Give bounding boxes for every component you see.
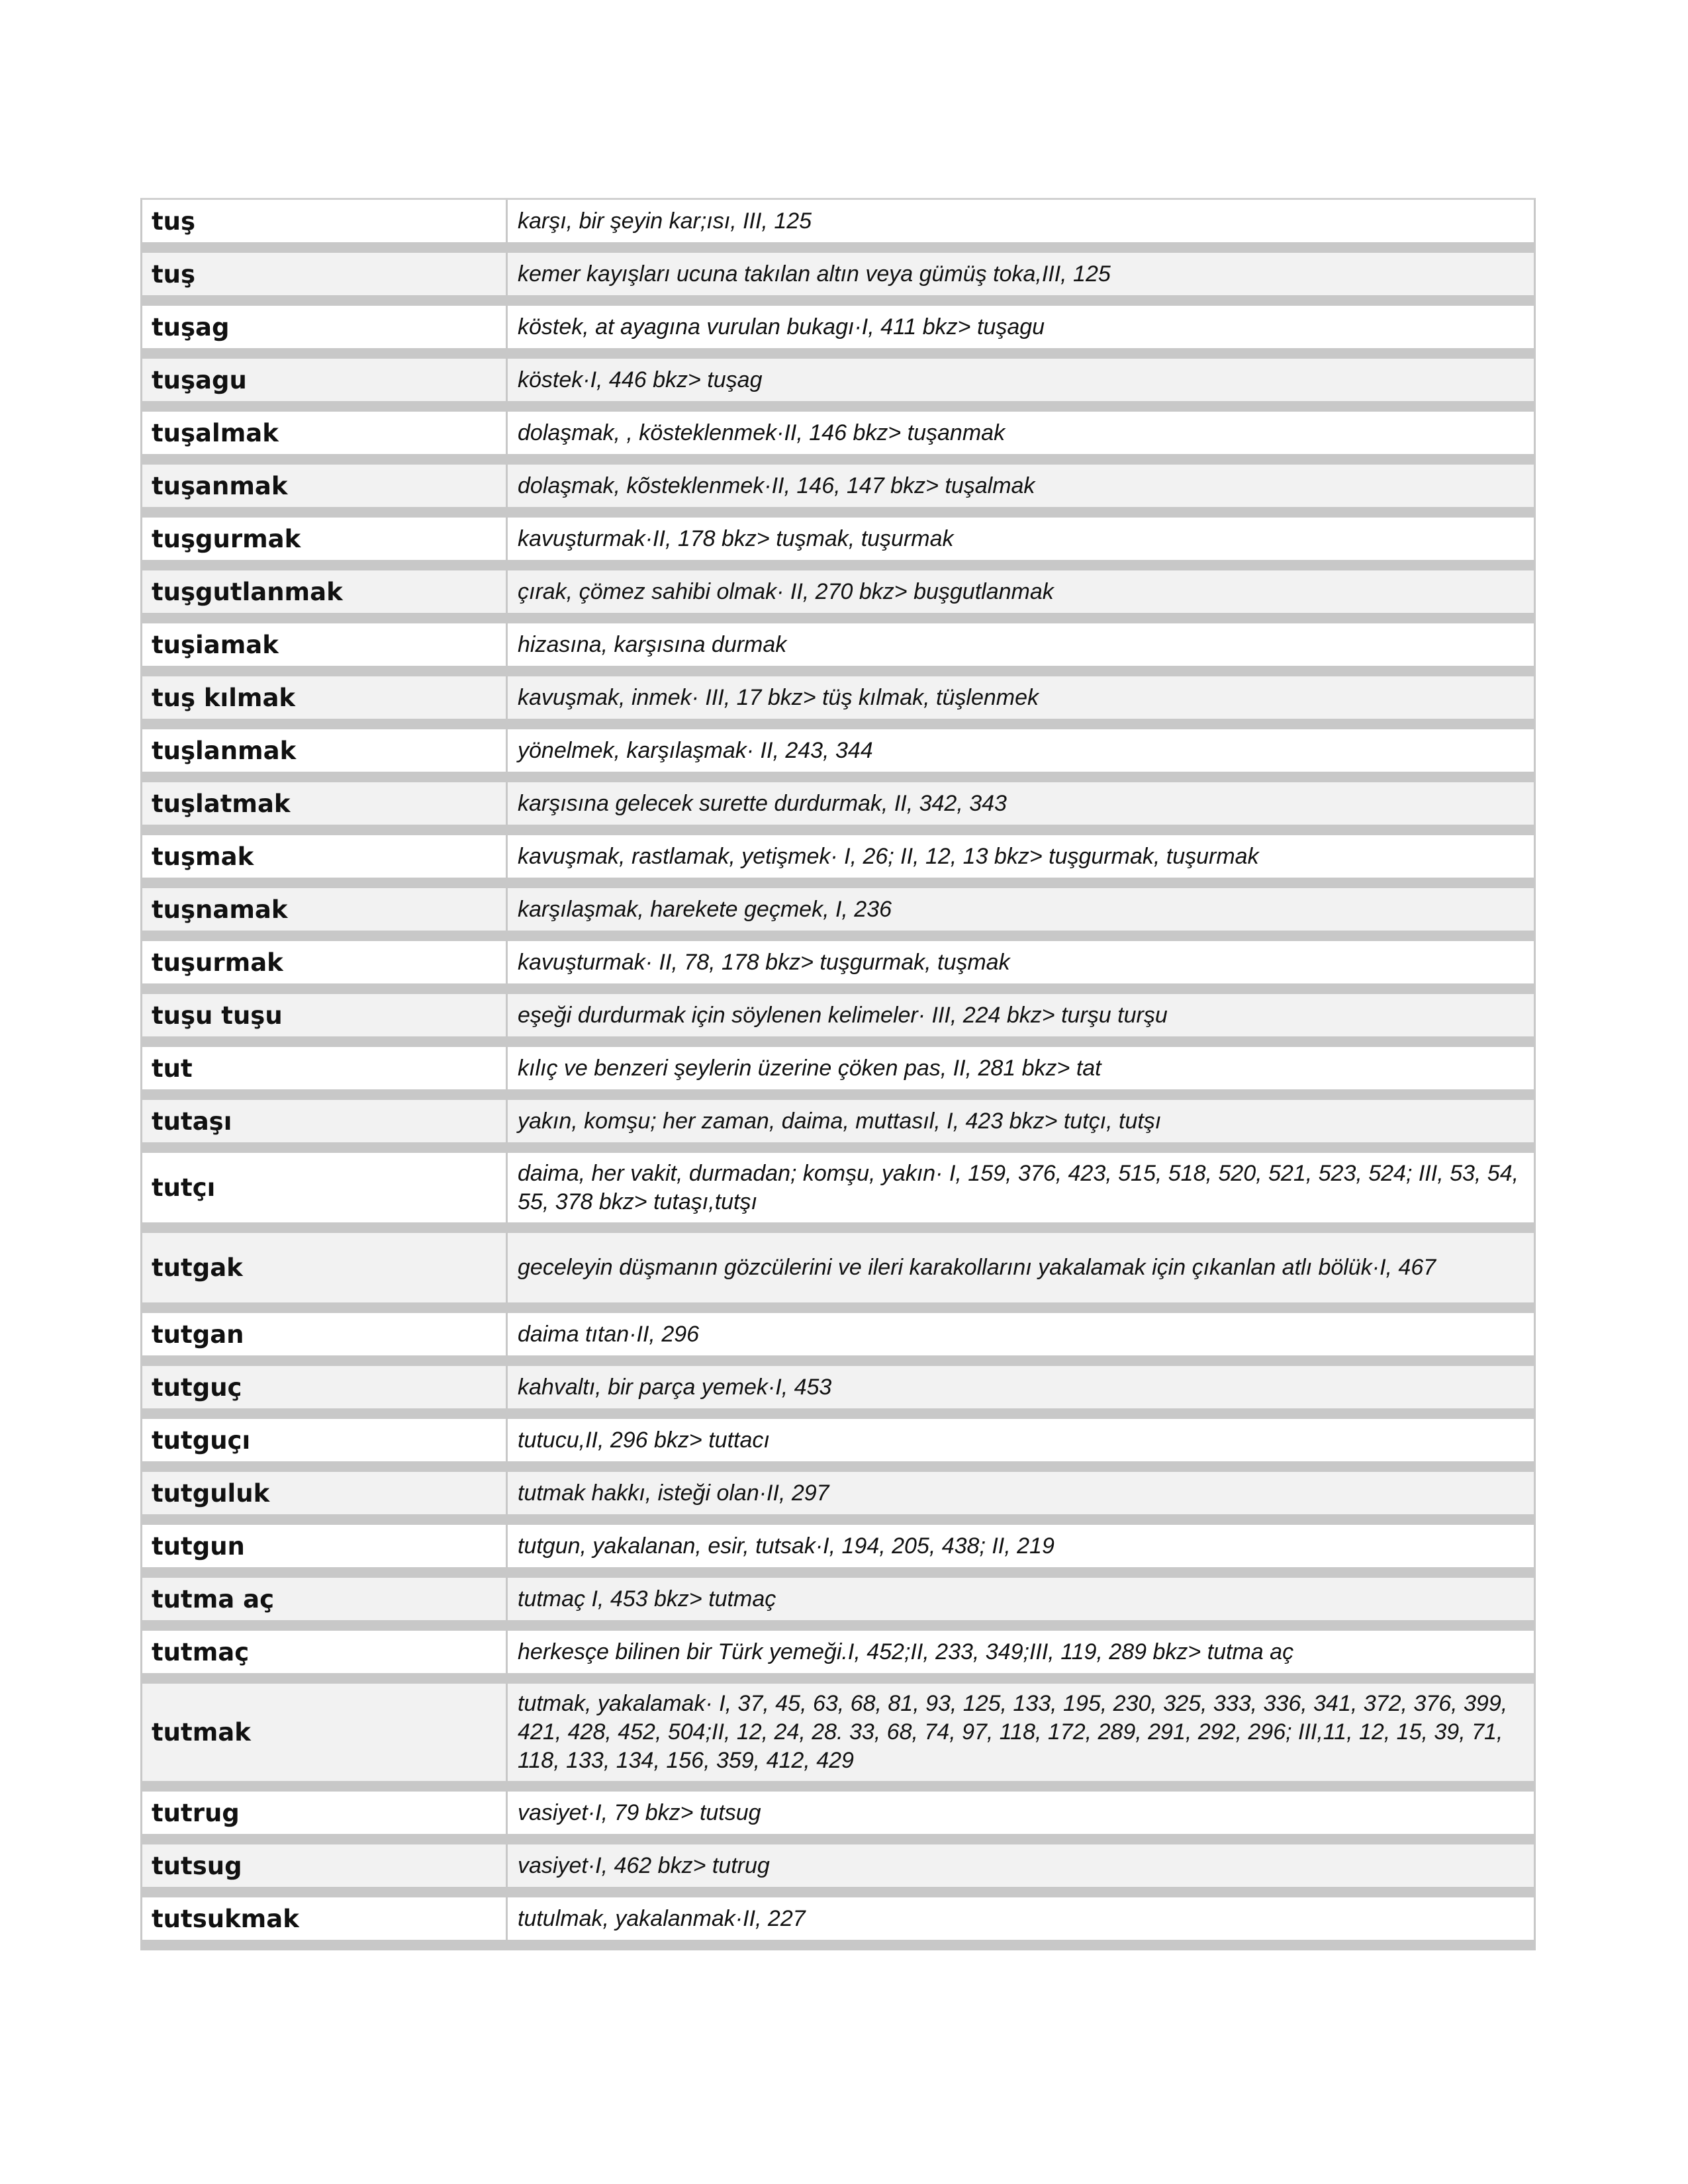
entry-term: tutgun (142, 1525, 508, 1567)
entry-definition: kavuşmak, rastlamak, yetişmek· I, 26; II, 12, 13 bkz> tuşgurmak, tuşurmak (518, 843, 1259, 869)
entry-term: tuşanmak (142, 465, 508, 507)
entry-definition: eşeği durdurmak için söylenen kelimeler· III, 224 bkz> turşu turşu (518, 1002, 1168, 1028)
entry-term: tuşurmak (142, 941, 508, 983)
entry-definition: tutmak, yakalamak· I, 37, 45, 63, 68, 81, 93, 125, 133, 195, 230, 325, 333, 336, 341, 372, 376, 399, 421, 428, 452, 504;II, 12, 24, 28. 33, 68, 74, 97, 118, 172, 289, 291, 292, 296; III,11, 12, 15, 39, 71, 118, 133, 134, 156, 359, 412, 429 (518, 1691, 1508, 1773)
entry-term: tuşag (142, 306, 508, 348)
entry-definition: çırak, çömez sahibi olmak· II, 270 bkz> buşgutlanmak (518, 578, 1054, 604)
entry-term: tuşmak (142, 835, 508, 878)
table-row (142, 1631, 1534, 1684)
table-row (142, 729, 1534, 782)
entry-term: tutrug (142, 1792, 508, 1834)
table-row (142, 676, 1534, 729)
entry-definition: kavuşturmak·II, 178 bkz> tuşmak, tuşurmak (518, 525, 954, 551)
table-row (142, 359, 1534, 412)
entry-definition: tutmak hakkı, isteği olan·II, 297 (518, 1480, 829, 1506)
entry-term: tutgan (142, 1313, 508, 1355)
entry-term: tuşu tuşu (142, 994, 508, 1036)
entry-term: tuş kılmak (142, 676, 508, 719)
table-row (142, 465, 1534, 518)
table-row (142, 253, 1534, 306)
table-row (142, 518, 1534, 570)
entry-definition: herkesçe bilinen bir Türk yemeği.I, 452;II, 233, 349;III, 119, 289 bkz> tutma aç (518, 1639, 1294, 1664)
entry-definition: hizasına, karşısına durmak (518, 631, 787, 657)
entry-definition: karşılaşmak, harekete geçmek, I, 236 (518, 896, 892, 922)
entry-definition: daima tıtan·II, 296 (518, 1321, 700, 1347)
entry-term: tutaşı (142, 1100, 508, 1142)
table-row (142, 782, 1534, 835)
entry-definition: dolaşmak, , kösteklenmek·II, 146 bkz> tuşanmak (518, 420, 1006, 445)
table-row (142, 306, 1534, 359)
table-row (142, 994, 1534, 1047)
entry-term: tut (142, 1047, 508, 1089)
table-row (142, 1366, 1534, 1419)
entry-term: tutma aç (142, 1578, 508, 1620)
entry-definition: geceleyin düşmanın gözcülerini ve ileri karakollarını yakalamak için çıkanlan atlı bölük·I, 467 (518, 1255, 1436, 1280)
entry-term: tuşgutlanmak (142, 570, 508, 613)
entry-definition: kılıç ve benzeri şeylerin üzerine çöken pas, II, 281 bkz> tat (518, 1055, 1102, 1081)
entry-definition: vasiyet·I, 462 bkz> tutrug (518, 1852, 770, 1878)
entry-definition: tutucu,II, 296 bkz> tuttacı (518, 1427, 770, 1453)
entry-term: tuşnamak (142, 888, 508, 931)
entry-term: tuşgurmak (142, 518, 508, 560)
entry-definition: tutgun, yakalanan, esir, tutsak·I, 194, 205, 438; II, 219 (518, 1533, 1055, 1559)
entry-term: tuşlanmak (142, 729, 508, 772)
entry-term: tuş (142, 200, 508, 242)
entry-definition: dolaşmak, kõsteklenmek·II, 146, 147 bkz> tuşalmak (518, 473, 1035, 498)
table-row (142, 1684, 1534, 1792)
entry-term: tutgak (142, 1233, 508, 1302)
entry-term: tutguluk (142, 1472, 508, 1514)
table-row (142, 835, 1534, 888)
entry-term: tutguçı (142, 1419, 508, 1461)
entry-term: tuşlatmak (142, 782, 508, 825)
table-row (142, 1578, 1534, 1631)
table-row (142, 1153, 1534, 1233)
entry-term: tutsug (142, 1844, 508, 1887)
entry-term: tuşagu (142, 359, 508, 401)
table-row (142, 888, 1534, 941)
table-row (142, 623, 1534, 676)
entry-definition: köstek·I, 446 bkz> tuşag (518, 367, 763, 392)
table-row (142, 1313, 1534, 1366)
table-row (142, 941, 1534, 994)
entry-term: tuşalmak (142, 412, 508, 454)
dictionary-table (140, 198, 1536, 1950)
entry-definition: kahvaltı, bir parça yemek·I, 453 (518, 1374, 832, 1400)
entry-definition: tutmaç I, 453 bkz> tutmaç (518, 1586, 776, 1612)
entry-term: tutmaç (142, 1631, 508, 1673)
table-row (142, 1047, 1534, 1100)
table-row (142, 570, 1534, 623)
entry-term: tutguç (142, 1366, 508, 1408)
table-row (142, 1792, 1534, 1844)
entry-definition: vasiyet·I, 79 bkz> tutsug (518, 1799, 761, 1825)
entry-definition: köstek, at ayagına vurulan bukagı·I, 411 bkz> tuşagu (518, 314, 1045, 340)
entry-term: tutsukmak (142, 1897, 508, 1940)
entry-definition: kavuşturmak· II, 78, 178 bkz> tuşgurmak, tuşmak (518, 949, 1010, 975)
entry-term: tutçı (142, 1153, 508, 1222)
entry-definition: kemer kayışları ucuna takılan altın veya gümüş toka,III, 125 (518, 261, 1111, 287)
table-row (142, 412, 1534, 465)
entry-term: tuşiamak (142, 623, 508, 666)
entry-term: tuş (142, 253, 508, 295)
table-row (142, 200, 1534, 253)
entry-definition: karşısına gelecek surette durdurmak, II, 342, 343 (518, 790, 1007, 816)
table-row (142, 1897, 1534, 1950)
entry-definition: daima, her vakit, durmadan; komşu, yakın· I, 159, 376, 423, 515, 518, 520, 521, 523, 524; III, 53, 54, 55, 378 bkz> tutaşı,tutşı (518, 1160, 1519, 1214)
table-row (142, 1100, 1534, 1153)
entry-definition: tutulmak, yakalanmak·II, 227 (518, 1905, 806, 1931)
entry-definition: yakın, komşu; her zaman, daima, muttasıl, I, 423 bkz> tutçı, tutşı (518, 1108, 1162, 1134)
table-row (142, 1419, 1534, 1472)
entry-definition: kavuşmak, inmek· III, 17 bkz> tüş kılmak, tüşlenmek (518, 684, 1039, 710)
entry-definition: yönelmek, karşılaşmak· II, 243, 344 (518, 737, 873, 763)
entry-definition: karşı, bir şeyin kar;ısı, III, 125 (518, 208, 812, 234)
table-row (142, 1525, 1534, 1578)
entry-term: tutmak (142, 1684, 508, 1781)
table-row (142, 1844, 1534, 1897)
table-row (142, 1233, 1534, 1313)
table-row (142, 1472, 1534, 1525)
